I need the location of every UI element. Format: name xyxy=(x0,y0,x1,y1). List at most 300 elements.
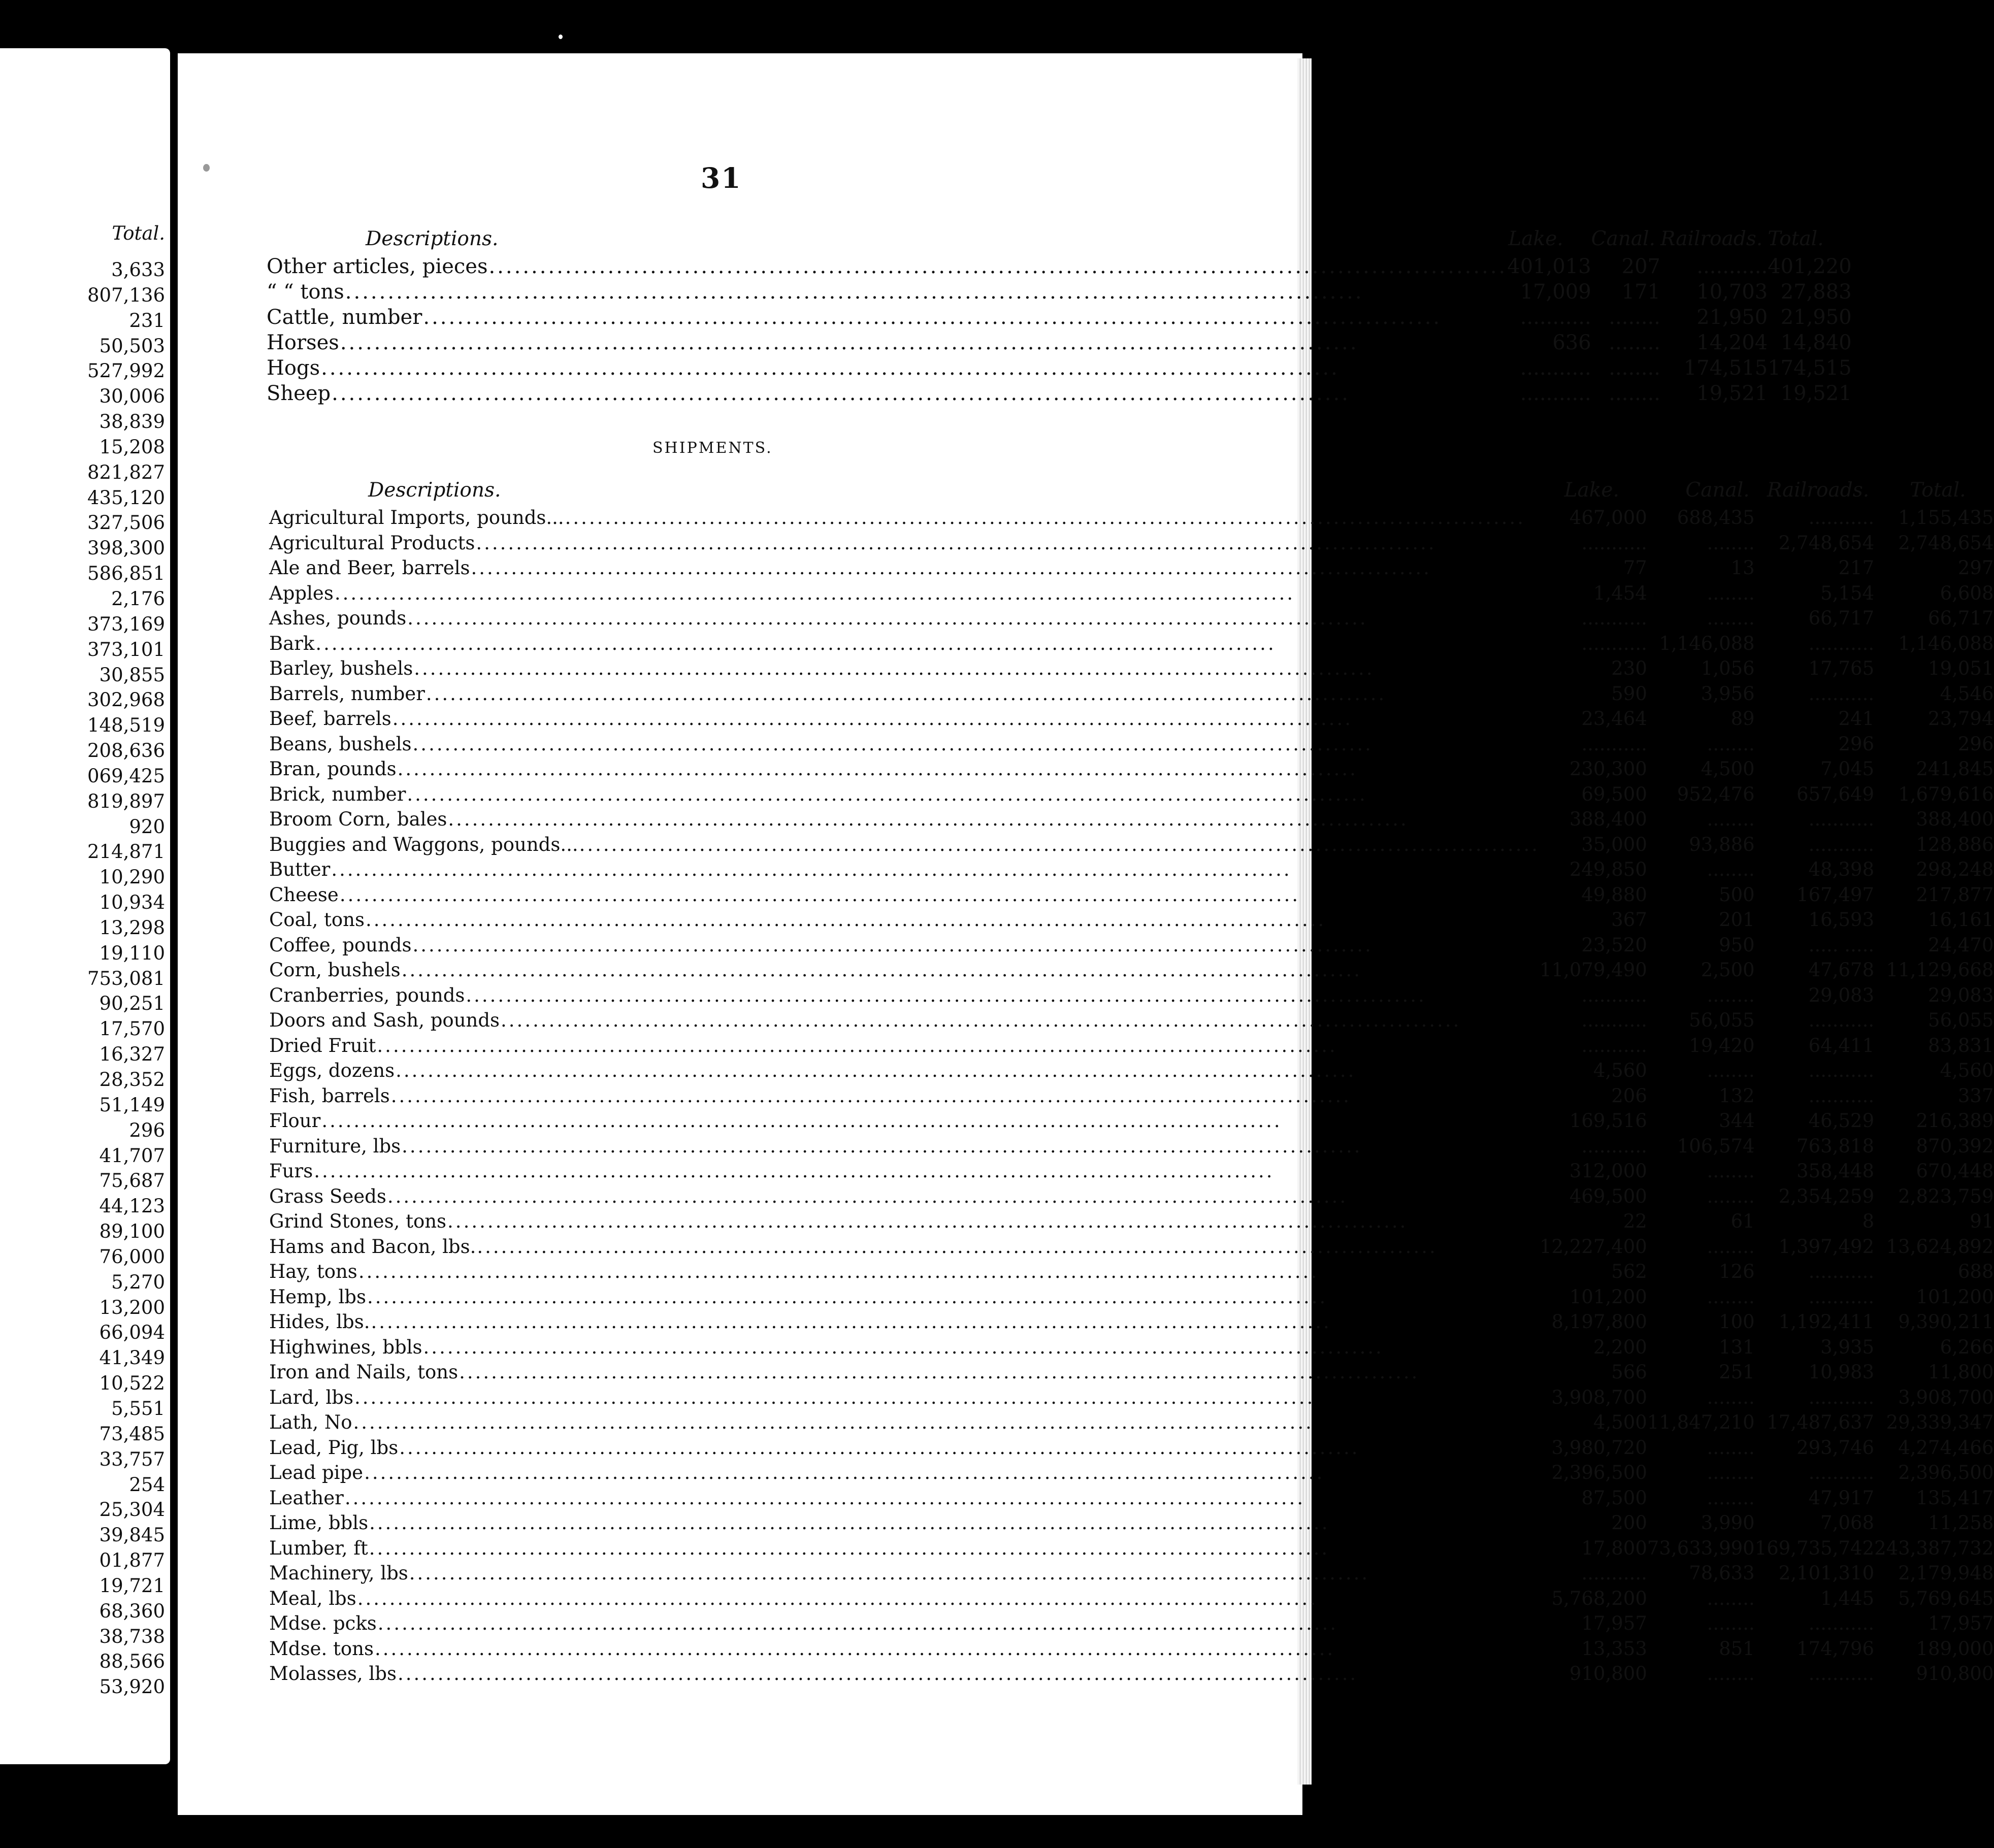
dot-leader xyxy=(412,934,1540,956)
dot-leader xyxy=(321,1110,1540,1132)
row-lake-value: 4,500 xyxy=(1593,1411,1647,1434)
row-description-text: “ “ tons xyxy=(267,280,344,304)
row-total-value: 11,800 xyxy=(1928,1361,1994,1383)
row-description xyxy=(269,882,1540,908)
row-lake-value: 169,516 xyxy=(1569,1110,1647,1132)
row-lake-value: 77 xyxy=(1623,557,1647,579)
row-description xyxy=(269,1108,1540,1134)
row-railroads-value: ........... xyxy=(1808,1060,1875,1082)
left-total-value: 527,992 xyxy=(87,360,165,382)
dot-leader xyxy=(371,1311,1540,1333)
left-total-value: 821,827 xyxy=(87,461,165,483)
row-lake-value: ........... xyxy=(1581,733,1647,755)
row-lake-value: ........... xyxy=(1520,382,1591,405)
dot-leader xyxy=(402,1135,1540,1157)
row-description-text: Corn, bushels xyxy=(269,959,401,981)
row-railroads-value: 46,529 xyxy=(1808,1110,1875,1132)
row-description xyxy=(267,279,1507,305)
row-total-value: 91 xyxy=(1970,1210,1994,1233)
row-description-text: Mdse. pcks xyxy=(269,1612,377,1635)
table-row xyxy=(269,1435,1994,1461)
left-total-value: 807,136 xyxy=(87,284,165,306)
row-total-value: 128,886 xyxy=(1916,833,1994,855)
row-description xyxy=(269,1309,1540,1335)
receipts-header-canal: Canal. xyxy=(1591,227,1656,250)
table-row xyxy=(269,1159,1994,1184)
row-railroads-value: ..... ..... xyxy=(1808,934,1875,956)
row-lake-value: 367 xyxy=(1611,909,1647,931)
row-canal-value: ........ xyxy=(1707,1612,1755,1635)
row-description-text: Iron and Nails, tons xyxy=(269,1361,459,1383)
row-description xyxy=(269,756,1540,782)
row-description xyxy=(269,1259,1540,1284)
row-railroads-value: 19,521 xyxy=(1696,382,1768,405)
left-total-value: 90,251 xyxy=(99,993,165,1015)
row-total-value: 27,883 xyxy=(1780,280,1852,304)
row-canal-value: 126 xyxy=(1719,1261,1755,1283)
row-railroads-value: ........... xyxy=(1808,632,1875,654)
table-row xyxy=(269,505,1994,531)
row-railroads-value: 3,935 xyxy=(1820,1336,1875,1358)
table-row xyxy=(269,1284,1994,1310)
left-total-value: 398,300 xyxy=(87,537,165,559)
row-description-text: Other articles, pieces xyxy=(267,255,488,278)
table-row xyxy=(269,1209,1994,1234)
row-description-text: Grass Seeds xyxy=(269,1185,386,1207)
table-row xyxy=(269,1561,1994,1586)
left-total-value: 5,270 xyxy=(111,1271,165,1293)
left-total-value: 3,633 xyxy=(111,259,165,281)
row-canal-value: ........ xyxy=(1707,1235,1755,1258)
row-lake-value: 17,957 xyxy=(1581,1612,1647,1635)
row-description xyxy=(269,1460,1540,1486)
row-description xyxy=(269,1184,1540,1209)
row-canal-value: ........ xyxy=(1707,733,1755,755)
row-total-value: 2,396,500 xyxy=(1898,1462,1994,1484)
row-description xyxy=(267,305,1507,330)
row-total-value: 4,560 xyxy=(1940,1060,1994,1082)
dot-leader xyxy=(377,1035,1540,1057)
row-total-value: 189,000 xyxy=(1916,1637,1994,1660)
dot-leader xyxy=(345,280,1507,304)
row-total-value: 870,392 xyxy=(1916,1135,1994,1157)
row-railroads-value: 66,717 xyxy=(1808,607,1875,630)
row-lake-value: 23,520 xyxy=(1581,934,1647,956)
row-lake-value: 17,009 xyxy=(1520,280,1591,304)
left-total-value: 302,968 xyxy=(87,689,165,711)
row-lake-value: 230,300 xyxy=(1569,758,1647,780)
row-total-value: 2,823,759 xyxy=(1898,1185,1994,1207)
row-description-text: Furniture, lbs xyxy=(269,1135,401,1157)
row-canal-value: ........ xyxy=(1707,1487,1755,1509)
left-total-value: 753,081 xyxy=(87,967,165,989)
dot-leader xyxy=(423,1336,1540,1358)
left-total-value: 51,149 xyxy=(99,1094,165,1116)
row-description xyxy=(269,1410,1540,1435)
dot-leader xyxy=(501,1009,1540,1031)
left-total-value: 30,855 xyxy=(99,664,165,686)
row-railroads-value: 10,983 xyxy=(1808,1361,1875,1383)
left-total-value: 819,897 xyxy=(87,790,165,812)
row-description xyxy=(269,807,1540,832)
row-total-value: 24,470 xyxy=(1928,934,1994,956)
row-railroads-value: 47,917 xyxy=(1808,1487,1875,1509)
row-total-value: 174,515 xyxy=(1768,356,1852,380)
receipts-header-total: Total. xyxy=(1768,227,1824,250)
row-lake-value: 3,980,720 xyxy=(1551,1436,1647,1459)
row-lake-value: ........... xyxy=(1581,984,1647,1006)
row-description-text: Lead pipe xyxy=(269,1462,364,1484)
row-description-text: Bark xyxy=(269,632,315,654)
table-row xyxy=(269,1410,1994,1435)
ink-smudge xyxy=(203,164,210,172)
table-row xyxy=(269,1008,1994,1033)
table-row xyxy=(269,681,1994,707)
left-total-value: 19,721 xyxy=(99,1574,165,1597)
row-description xyxy=(269,732,1540,757)
table-row xyxy=(267,330,1852,355)
table-row xyxy=(269,1259,1994,1284)
row-canal-value: 19,420 xyxy=(1689,1034,1755,1057)
row-railroads-value: ........... xyxy=(1808,1261,1875,1283)
row-canal-value: 13 xyxy=(1730,557,1755,579)
table-row xyxy=(269,1033,1994,1059)
dot-leader xyxy=(387,1185,1540,1207)
row-lake-value: 12,227,400 xyxy=(1540,1235,1647,1258)
table-row xyxy=(269,531,1994,556)
dot-leader xyxy=(409,1562,1540,1584)
row-total-value: 4,274,466 xyxy=(1898,1436,1994,1459)
left-total-value: 327,506 xyxy=(87,512,165,534)
row-description-text: Cattle, number xyxy=(267,306,422,329)
row-description xyxy=(269,1636,1540,1662)
row-canal-value: 171 xyxy=(1621,280,1661,304)
row-lake-value: 2,396,500 xyxy=(1551,1462,1647,1484)
row-total-value: 56,055 xyxy=(1928,1009,1994,1032)
row-description-text: Brick, number xyxy=(269,783,406,805)
row-description-text: Cheese xyxy=(269,883,339,906)
row-description-text: Agricultural Imports, pounds... xyxy=(269,507,564,529)
row-description-text: Machinery, lbs xyxy=(269,1562,408,1585)
table-row xyxy=(269,958,1994,983)
left-totals-column xyxy=(87,257,165,1700)
left-total-value: 17,570 xyxy=(99,1018,165,1040)
row-lake-value: ........... xyxy=(1520,356,1591,380)
dot-leader xyxy=(345,1487,1540,1509)
row-description-text: Bran, pounds xyxy=(269,758,397,780)
row-total-value: 297 xyxy=(1957,557,1994,579)
row-railroads-value: 174,796 xyxy=(1796,1637,1875,1660)
left-total-value: 296 xyxy=(129,1119,165,1141)
row-lake-value: 590 xyxy=(1611,682,1647,705)
dot-leader xyxy=(477,1236,1540,1258)
table-row xyxy=(269,1234,1994,1260)
row-canal-value: 207 xyxy=(1621,255,1661,278)
row-railroads-value: 293,746 xyxy=(1796,1436,1875,1459)
row-canal-value: 201 xyxy=(1719,909,1755,931)
row-lake-value: ........... xyxy=(1581,1009,1647,1032)
table-row xyxy=(269,1611,1994,1636)
row-canal-value: ........ xyxy=(1707,1160,1755,1182)
row-total-value: 337 xyxy=(1957,1084,1994,1107)
row-description xyxy=(269,1008,1540,1033)
row-description xyxy=(269,983,1540,1008)
row-description xyxy=(269,1561,1540,1586)
row-description xyxy=(269,857,1540,882)
row-canal-value: ........ xyxy=(1707,859,1755,881)
row-railroads-value: 174,515 xyxy=(1683,356,1768,380)
row-total-value: 29,339,347 xyxy=(1886,1411,1994,1434)
row-railroads-value: ........... xyxy=(1808,1612,1875,1635)
shipments-header-railroads: Railroads. xyxy=(1767,478,1870,502)
row-total-value: 217,877 xyxy=(1916,883,1994,906)
row-canal-value: 4,500 xyxy=(1701,758,1755,780)
left-total-value: 50,503 xyxy=(99,335,165,357)
dot-leader xyxy=(357,1588,1540,1609)
row-canal-value: 950 xyxy=(1719,934,1755,956)
left-total-value: 069,425 xyxy=(87,765,165,787)
left-total-value: 73,485 xyxy=(99,1423,165,1445)
receipts-header-railroads: Railroads. xyxy=(1660,227,1763,250)
row-canal-value: 1,146,088 xyxy=(1659,632,1755,654)
row-total-value: 21,950 xyxy=(1780,306,1852,329)
row-railroads-value: 657,649 xyxy=(1796,783,1875,805)
row-description-text: Furs xyxy=(269,1160,313,1182)
left-total-value: 373,101 xyxy=(87,638,165,661)
row-description xyxy=(269,1661,1540,1687)
row-description xyxy=(269,1435,1540,1461)
row-railroads-value: 2,748,654 xyxy=(1778,532,1875,554)
row-railroads-value: 169,735,742 xyxy=(1754,1537,1875,1559)
row-total-value: 298,248 xyxy=(1916,859,1994,881)
row-description xyxy=(269,1134,1540,1159)
row-total-value: 66,717 xyxy=(1928,607,1994,630)
dot-leader xyxy=(565,507,1540,529)
row-canal-value: 3,956 xyxy=(1701,682,1755,705)
row-description-text: Grind Stones, tons xyxy=(269,1210,447,1233)
left-total-value: 38,839 xyxy=(99,411,165,433)
row-total-value: 19,051 xyxy=(1928,657,1994,680)
row-railroads-value: 7,068 xyxy=(1820,1512,1875,1534)
left-total-value: 208,636 xyxy=(87,740,165,762)
row-lake-value: 17,800 xyxy=(1581,1537,1647,1559)
row-lake-value: 206 xyxy=(1611,1084,1647,1107)
row-railroads-value: ........... xyxy=(1808,1462,1875,1484)
dot-leader xyxy=(335,582,1540,604)
row-description-text: Molasses, lbs xyxy=(269,1663,397,1685)
row-canal-value: 132 xyxy=(1719,1084,1755,1107)
row-total-value: 3,908,700 xyxy=(1898,1386,1994,1408)
shipments-header-description: Descriptions. xyxy=(368,478,501,502)
row-description xyxy=(269,1159,1540,1184)
row-total-value: 910,800 xyxy=(1916,1663,1994,1685)
row-railroads-value: ........... xyxy=(1696,255,1768,278)
dot-leader xyxy=(340,884,1540,906)
table-row xyxy=(269,1460,1994,1486)
row-railroads-value: 167,497 xyxy=(1796,883,1875,906)
row-canal-value: ........ xyxy=(1609,331,1661,354)
dot-leader xyxy=(321,356,1507,380)
table-row xyxy=(269,1309,1994,1335)
row-canal-value: 61 xyxy=(1730,1210,1755,1233)
row-description-text: Coffee, pounds xyxy=(269,934,412,956)
row-lake-value: 2,200 xyxy=(1593,1336,1647,1358)
left-total-value: 38,738 xyxy=(99,1625,165,1647)
row-total-value: 29,083 xyxy=(1928,984,1994,1006)
row-description xyxy=(269,681,1540,707)
table-row xyxy=(269,857,1994,882)
row-description xyxy=(267,355,1507,381)
row-description xyxy=(269,555,1540,581)
row-total-value: 6,266 xyxy=(1940,1336,1994,1358)
row-description xyxy=(269,1234,1540,1260)
row-description xyxy=(267,254,1507,279)
row-railroads-value: 5,154 xyxy=(1820,582,1875,604)
row-lake-value: 13,353 xyxy=(1581,1637,1647,1660)
row-description xyxy=(269,1486,1540,1511)
row-railroads-value: 2,101,310 xyxy=(1778,1562,1875,1585)
left-total-value: 33,757 xyxy=(99,1448,165,1470)
row-canal-value: 11,847,210 xyxy=(1647,1411,1755,1434)
dot-leader xyxy=(579,834,1540,855)
dot-leader xyxy=(366,909,1540,931)
row-lake-value: 388,400 xyxy=(1569,808,1647,831)
left-total-value: 75,687 xyxy=(99,1170,165,1192)
row-lake-value: ........... xyxy=(1581,632,1647,654)
dot-leader xyxy=(358,1261,1540,1282)
left-total-value: 10,290 xyxy=(99,866,165,888)
table-row xyxy=(269,1536,1994,1561)
row-canal-value: ........ xyxy=(1707,1663,1755,1685)
dot-leader xyxy=(396,1060,1540,1081)
row-total-value: 243,387,732 xyxy=(1874,1537,1994,1559)
row-railroads-value: 241 xyxy=(1838,708,1875,730)
row-canal-value: ........ xyxy=(1707,1285,1755,1308)
table-row xyxy=(267,305,1852,330)
row-description xyxy=(269,1209,1540,1234)
dot-leader xyxy=(331,859,1540,880)
row-description-text: Beans, bushels xyxy=(269,733,412,755)
shipments-header-canal: Canal. xyxy=(1685,478,1750,502)
table-row xyxy=(269,756,1994,782)
row-description xyxy=(269,1058,1540,1083)
row-canal-value: 500 xyxy=(1719,883,1755,906)
row-canal-value: 344 xyxy=(1719,1110,1755,1132)
row-canal-value: ........ xyxy=(1707,1060,1755,1082)
dot-leader xyxy=(369,1512,1540,1534)
row-canal-value: 131 xyxy=(1719,1336,1755,1358)
row-description xyxy=(267,330,1507,355)
table-row xyxy=(269,832,1994,857)
row-canal-value: ........ xyxy=(1609,306,1661,329)
row-description xyxy=(269,958,1540,983)
row-total-value: 2,748,654 xyxy=(1898,532,1994,554)
row-lake-value: 23,464 xyxy=(1581,708,1647,730)
table-row xyxy=(269,882,1994,908)
row-total-value: 296 xyxy=(1957,733,1994,755)
row-canal-value: ........ xyxy=(1707,607,1755,630)
table-row xyxy=(269,732,1994,757)
row-lake-value: 910,800 xyxy=(1569,1663,1647,1685)
left-total-value: 76,000 xyxy=(99,1245,165,1268)
dot-leader xyxy=(413,733,1540,755)
table-row xyxy=(269,983,1994,1008)
row-total-value: 14,840 xyxy=(1780,331,1852,354)
table-row xyxy=(267,355,1852,381)
row-description-text: Meal, lbs xyxy=(269,1587,356,1609)
row-railroads-value: 1,397,492 xyxy=(1778,1235,1875,1258)
row-total-value: 688 xyxy=(1957,1261,1994,1283)
dot-leader xyxy=(393,708,1540,730)
row-description-text: Agricultural Products xyxy=(269,532,475,554)
row-railroads-value: 10,703 xyxy=(1696,280,1768,304)
row-total-value: 6,608 xyxy=(1940,582,1994,604)
shipments-title: SHIPMENTS. xyxy=(652,439,773,457)
row-total-value: 19,521 xyxy=(1780,382,1852,405)
row-railroads-value: 48,398 xyxy=(1808,859,1875,881)
left-page xyxy=(0,48,170,1764)
row-lake-value: 562 xyxy=(1611,1261,1647,1283)
row-lake-value: 200 xyxy=(1611,1512,1647,1534)
table-row xyxy=(269,1661,1994,1687)
left-total-value: 10,522 xyxy=(99,1372,165,1395)
row-railroads-value: 358,448 xyxy=(1796,1160,1875,1182)
table-row xyxy=(267,254,1852,279)
row-lake-value: ........... xyxy=(1581,1562,1647,1585)
row-canal-value: ........ xyxy=(1609,356,1661,380)
table-row xyxy=(269,1385,1994,1410)
row-description-text: Lath, No xyxy=(269,1411,352,1434)
row-description xyxy=(269,1033,1540,1059)
shipments-header-lake: Lake. xyxy=(1564,478,1619,502)
row-railroads-value: ........... xyxy=(1808,1285,1875,1308)
row-description-text: Lead, Pig, lbs xyxy=(269,1436,399,1459)
left-total-value: 41,707 xyxy=(99,1144,165,1167)
row-description xyxy=(269,1335,1540,1360)
row-canal-value: 100 xyxy=(1719,1311,1755,1333)
row-description-text: Buggies and Waggons, pounds... xyxy=(269,833,578,855)
left-total-value: 53,920 xyxy=(99,1676,165,1698)
dot-leader xyxy=(353,1411,1540,1433)
row-description xyxy=(269,1510,1540,1536)
row-description-text: Lime, bbls xyxy=(269,1512,369,1534)
left-total-value: 148,519 xyxy=(87,714,165,737)
row-lake-value: ........... xyxy=(1581,607,1647,630)
row-railroads-value: 47,678 xyxy=(1808,959,1875,981)
row-lake-value: 312,000 xyxy=(1569,1160,1647,1182)
row-lake-value: ........... xyxy=(1581,1135,1647,1157)
table-row xyxy=(267,279,1852,305)
row-canal-value: 106,574 xyxy=(1677,1135,1755,1157)
table-row xyxy=(269,1586,1994,1611)
row-lake-value: 467,000 xyxy=(1569,507,1647,529)
row-description-text: Apples xyxy=(269,582,334,604)
row-canal-value: 952,476 xyxy=(1677,783,1755,805)
table-row xyxy=(269,1184,1994,1209)
row-total-value: 401,220 xyxy=(1768,255,1852,278)
left-total-value: 15,208 xyxy=(99,436,165,458)
row-description xyxy=(267,381,1507,406)
dot-leader xyxy=(367,1286,1540,1308)
left-total-value: 01,877 xyxy=(99,1549,165,1572)
row-canal-value: ........ xyxy=(1707,1185,1755,1207)
left-total-value: 19,110 xyxy=(99,942,165,964)
row-canal-value: 73,633,990 xyxy=(1647,1537,1755,1559)
shipments-header-total: Total. xyxy=(1910,478,1966,502)
table-row xyxy=(267,381,1852,406)
left-total-value: 214,871 xyxy=(87,841,165,863)
row-canal-value: 851 xyxy=(1719,1637,1755,1660)
